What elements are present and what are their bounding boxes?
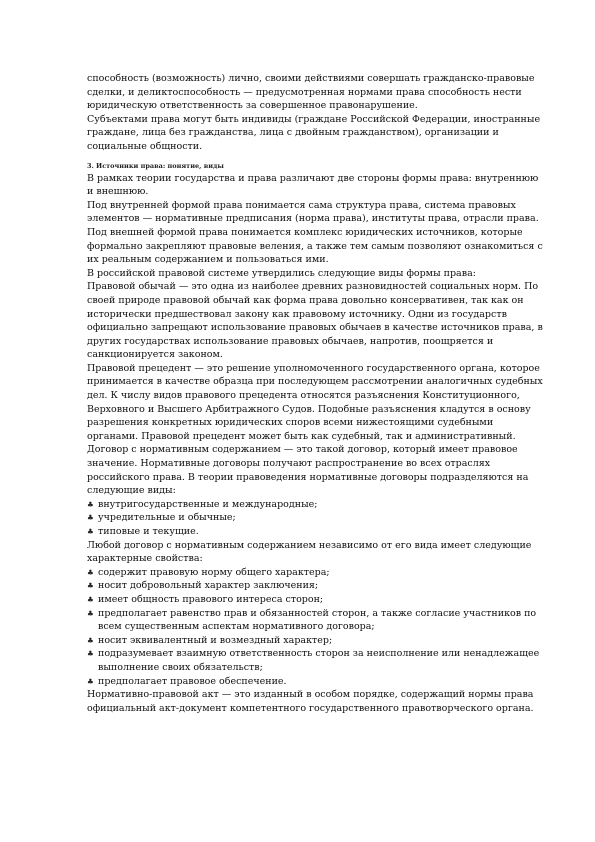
clover-bullet-icon: ♣ [87,594,94,604]
list-item-text: подразумевает взаимную ответственность сторон за неисполнение или ненадлежащее выполнение своих обязательств; [98,648,540,673]
document-page [87,72,545,715]
list-item [87,579,545,593]
list-item-text: носит добровольный характер заключения; [98,580,319,592]
paragraph: Правовой обычай — это одна из наиболее древних разновидностей социальных норм. По своей природе правовой обычай как форма права довольно консервативен, так как он исторически предшествовал закону как правовому источнику. Одни из государств официально запрещают использование правовых обычаев в качестве источников права, в других государствах использование правовых обычаев, напротив, поощряется и санкционируется законом. [87,281,543,361]
list-item [87,511,545,525]
list-item-text: носит эквивалентный и возмездный характер; [98,634,333,646]
paragraph: Под внутренней формой права понимается сама структура права, система правовых элементов — нормативные предписания (норма права), институты права, отрасли права. [87,199,539,225]
contract-types-list [87,498,545,539]
list-item [87,593,545,607]
clover-bullet-icon: ♣ [87,513,94,523]
paragraph: В российской правовой системе утвердились следующие виды формы права: [87,267,476,279]
list-item-text: учредительные и обычные; [98,512,236,524]
list-item [87,498,545,512]
clover-bullet-icon: ♣ [87,527,94,536]
paragraph: Договор с нормативным содержанием — это такой договор, который имеет правовое значение. Нормативные договоры получают распространение во всех отраслях российского права. В теории правоведения нормативные договоры подразделяются на следующие виды: [87,444,529,497]
paragraph: Субъектами права могут быть индивиды (граждане Российской Федерации, иностранные граждане, лица без гражданства, лица с двойным гражданством), организации и социальные общности. [87,113,541,152]
list-item [87,525,545,539]
section-heading: 3. Источники права: понятие, виды [87,161,224,170]
paragraph: Любой договор с нормативным содержанием независимо от его вида имеет следующие характерные свойства: [87,539,532,565]
clover-bullet-icon: ♣ [87,608,94,618]
paragraph: способность (возможность) лично, своими действиями совершать гражданско-правовые сделки, и деликтоспособность — предусмотренная нормами права способность нести юридическую ответственность за совершенное правонарушение. [87,73,535,112]
contract-properties-list [87,566,545,688]
clover-bullet-icon: ♣ [87,499,94,509]
clover-bullet-icon: ♣ [87,649,94,659]
list-item-text: предполагает правовое обеспечение. [98,675,287,687]
clover-bullet-icon: ♣ [87,581,94,591]
clover-bullet-icon: ♣ [87,635,94,645]
list-item-text: типовые и текущие. [98,526,199,537]
list-item-text: предполагает равенство прав и обязанностей сторон, а также согласие участников по всем существенным аспектам нормативного договора; [98,607,537,633]
list-item-text: содержит правовую норму общего характера; [98,566,330,578]
paragraph: Правовой прецедент — это решение уполномоченного государственного органа, которое принимается в качестве образца при последующем рассмотрении аналогичных судебных дел. К числу видов правового прецедента относятся разъяснения Конституционного, Верховного и Высшего Арбитражного Судов. Подобные разъяснения кладутся в основу разрешения конкретных юридических споров всеми нижестоящими судебными органами. Правовой прецедент может быть как судебный, так и административный. [87,362,543,442]
clover-bullet-icon: ♣ [87,676,94,686]
paragraph: Под внешней формой права понимается комплекс юридических источников, которые формально закрепляют правовые веления, а также тем самым позволяют ознакомиться с их реальным содержанием и пользоваться ими. [87,226,543,266]
list-item [87,647,545,674]
list-item [87,675,545,689]
list-item-text: внутригосударственные и международные; [98,498,318,510]
paragraph: Нормативно-правовой акт — это изданный в особом порядке, содержащий нормы права официальный акт-документ компетентного государственного правотворческого органа. [87,689,534,714]
list-item [87,566,545,580]
list-item-text: имеет общность правового интереса сторон; [98,593,324,605]
paragraph: В рамках теории государства и права различают две стороны формы права: внутреннюю и внешнюю. [87,172,539,198]
list-item [87,634,545,648]
clover-bullet-icon: ♣ [87,567,94,577]
list-item [87,607,545,634]
